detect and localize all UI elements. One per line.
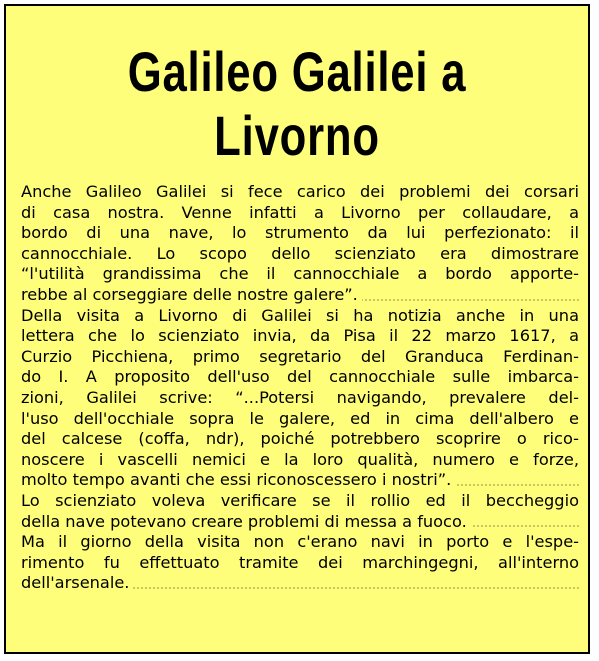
text-line-text: della nave potevano creare problemi di messa a fuoco.: [21, 512, 471, 531]
text-line-last: [21, 573, 579, 594]
text-line: bordo di una nave, lo strumento da lui perfezionato: il: [21, 223, 579, 243]
article-box: [4, 4, 590, 654]
text-line: do I. A proposito dell'uso del cannocchiale sulle imbarca-: [21, 367, 579, 387]
text-line: Lo scienziato voleva verificare se il rollio ed il beccheggio: [21, 490, 579, 510]
text-line-text: rebbe al corseggiare delle nostre galere”.: [21, 285, 362, 304]
paragraph: [21, 182, 579, 306]
text-line: di casa nostra. Venne infatti a Livorno per collaudare, a: [21, 202, 579, 222]
article-title: Galileo Galilei a Livorno: [127, 40, 467, 167]
paragraph: [21, 532, 579, 594]
text-line: zioni, Galilei scrive: “...Potersi navigando, prevalere del-: [21, 387, 579, 407]
article-body: [21, 182, 579, 594]
text-line: noscere i vascelli nemici e la loro qualità, numero e forze,: [21, 449, 579, 469]
paragraph: [21, 306, 579, 491]
text-line: Della visita a Livorno di Galilei si ha notizia anche in una: [21, 305, 579, 325]
text-line: Ma il giorno della visita non c'erano navi in porto e l'espe-: [21, 532, 579, 552]
text-line: del calcese (coffa, ndr), poiché potrebbero scoprire o rico-: [21, 429, 579, 449]
paragraph: [21, 491, 579, 532]
text-line-text: molto tempo avanti che essi riconoscessero i nostri”.: [21, 470, 455, 489]
text-line-last: [21, 512, 579, 533]
text-line: “l'utilità grandissima che il cannocchiale a bordo apporte-: [21, 264, 579, 284]
text-line: Curzio Picchiena, primo segretario del Granduca Ferdinan-: [21, 346, 579, 366]
text-line-last: [21, 470, 579, 491]
text-line: l'uso dell'occhiale sopra le galere, ed in cima dell'albero e: [21, 408, 579, 428]
text-line: lettera che lo scienziato invia, da Pisa il 22 marzo 1617, a: [21, 326, 579, 346]
text-line: cannocchiale. Lo scopo dello scienziato era dimostrare: [21, 243, 579, 263]
text-line: rimento fu effettuato tramite dei marchingegni, all'interno: [21, 552, 579, 572]
text-line-last: [21, 285, 579, 306]
text-line: Anche Galileo Galilei si fece carico dei problemi dei corsari: [21, 182, 579, 201]
text-line-text: dell'arsenale.: [21, 573, 133, 592]
